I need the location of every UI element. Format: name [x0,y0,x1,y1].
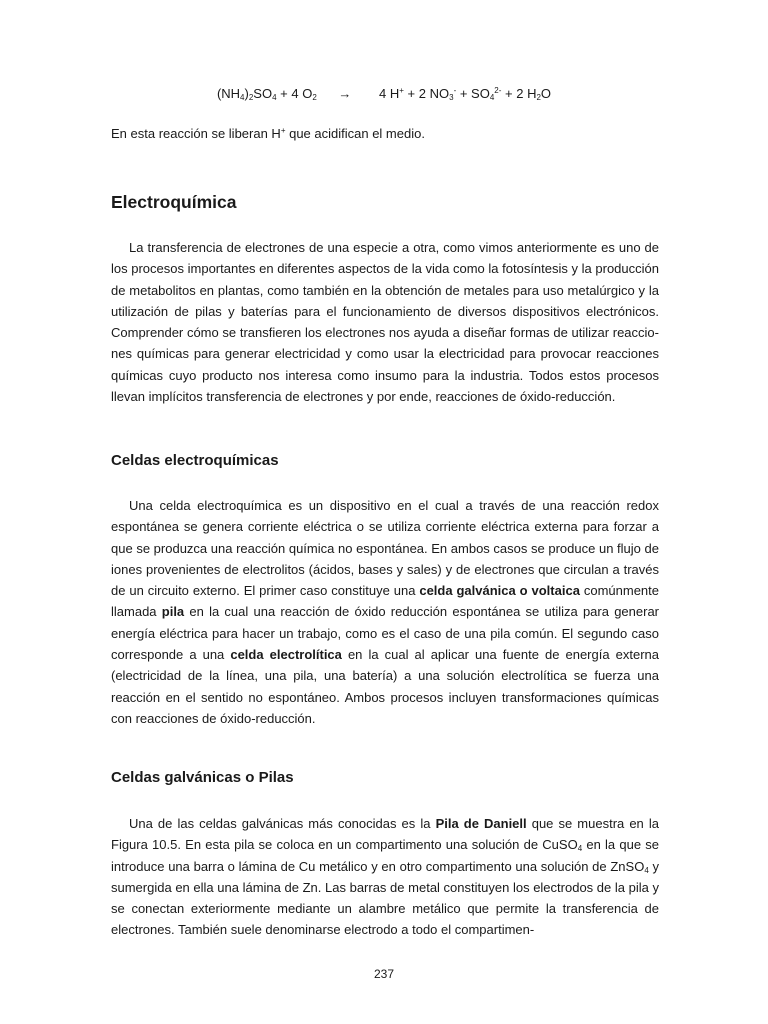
section-title-celdas: Celdas electroquímicas [111,452,279,469]
reaction-equation [0,86,768,102]
term-pila: pila [161,604,185,620]
page-number: 237 [373,967,395,981]
section-title-electroquimica: Electroquímica [111,192,237,212]
term-celda-galvanica: celda galvánica o voltaica [419,583,580,599]
term-pila-daniell: Pila de Daniell [435,816,527,831]
paragraph-celdas: Una celda electroquímica es un dispositivo en el cual a través de una reacción redox espontánea se genera corriente eléctrica o se utiliza corriente eléctrica externa para forzar a que se produzca una reacción química no espontánea. En ambos casos se produce un flujo de iones provenientes de electrolitos (ácidos, bases y sales) y de electrones que circulan a través de un circuito externo. El primer caso constituye una celda galvánica o voltaica comúnmente llamada pila en la cual una reacción de óxido reducción espontánea se utiliza para generar energía eléctrica para hacer un trabajo, como es el caso de una pila común. El segundo caso corresponde a una celda electrolítica en la cual al aplicar una fuente de energía externa (electricidad de la línea, una pila, una batería) a una solución electrolítica se fuerza una reacción en el sentido no espontáneo. Ambos procesos incluyen transformaciones químicas con reacciones de óxido-reducción. [111,498,660,726]
equation-products: 4 H+ + 2 $NO_3^- + SO_4^{2-} + 2$ $H_2O$ [379,86,552,102]
section-title-pilas: Celdas galvánicas o Pilas [111,769,294,786]
equation-reactants: $(NH_4)_2SO_4 + 4$ $O_2$ [216,86,317,102]
paragraph-electroquimica: La transferencia de electrones de una especie a otra, como vimos anteriormente es uno de los procesos importantes en diferentes aspectos de la vida como la fotosíntesis y la producción de metabolitos en plantas, como también en la obtención de metales para uso metalúrgico y la utilización de pilas y baterías para el funcionamiento de diversos dispositivos electrónicos. Comprender cómo se transfieren los electrones nos ayuda a diseñar formas de utilizar reacciones químicas para generar electricidad y como usar la electricidad para provocar reacciones químicas cuyo producto nos interesa como insumo para la industria. Todos estos procesos llevan implícitos transferencia de electrones y por ende, reacciones de óxido-reducción. [111,240,659,405]
paragraph-pilas: Una de las celdas galvánicas más conocidas es la Pila de Daniell que se muestra en la Figura 10.5. En esta pila se coloca en un compartimento una solución de CuSO$_4$ en la que se introduce una barra o lámina de Cu metálico y en otro compartimento una solución de ZnSO$_4$ y sumergida en ella una lámina de Zn. Las barras de metal constituyen los electrodos de la pila y se conectan exteriormente mediante un alambre metálico que permite la transferencia de electrones. También suele denominarse electrodo a todo el compartimen- [111,816,659,938]
reaction-arrow-icon: → [338,86,352,101]
term-celda-electrolitica: celda electrolítica [230,647,342,663]
acid-note: En esta reacción se liberan H+ que acidifican el medio. [111,126,425,141]
